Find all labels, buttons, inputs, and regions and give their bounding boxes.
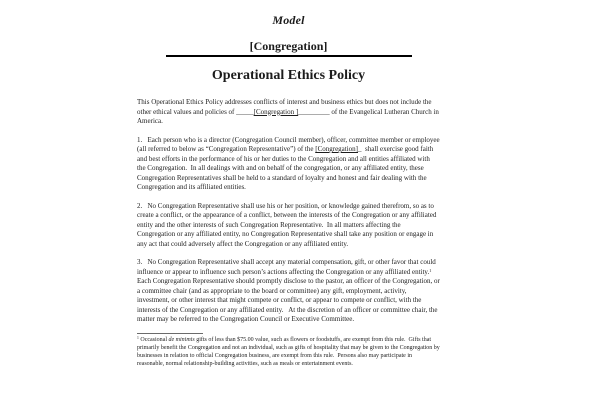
text-segment: 1. Each person who is a director (Congregation Council member), officer, committee member or employee (all referred to below as “Congregation Representative”) of the xyxy=(137,135,442,153)
footnote-separator xyxy=(137,333,203,334)
text-segment: 1 xyxy=(429,267,432,273)
policy-item-3 xyxy=(137,258,440,325)
text-segment: de minimis xyxy=(168,336,195,343)
text-segment: Each Congregation Representative should promptly disclose to the pastor, an officer of the Congregation, or a committee chair (and as appropriate to the board or committee) any gift, employment, activity, investment, or other interest that might compete or conflict, or appear to compete or conflict, with the interests of the Congregation or any affiliated entity. At the discretion of an officer or committee chair, the matter may be referred to the Congregation Council or Executive Committee. xyxy=(137,267,442,323)
text-segment: of the Evangelical Lutheran Church in America. xyxy=(137,107,441,125)
text-segment: 1 xyxy=(137,335,139,340)
text-segment: Occasional xyxy=(138,336,169,343)
text-segment: _________ xyxy=(298,107,330,116)
congregation-heading-row xyxy=(137,37,440,57)
text-segment: [Congregation ] xyxy=(253,107,299,116)
text-segment: 3. No Congregation Representative shall accept any material compensation, gift, or other favor that could influence or appear to influence such person’s actions affecting the Congregation or any affiliated entity. xyxy=(137,258,438,276)
footnote-text xyxy=(137,336,440,369)
document-content xyxy=(137,0,440,374)
text-segment: _ shall exercise good faith and best efforts in the performance of his or her duties to the Congregation and all entities affiliated with the Congregation. In all dealings with and on behalf of the congregation, or any affiliated entity, these Congregation Representatives shall be held to a standard of loyalty and honest and fair dealing with the Congregation and its affiliated entities. xyxy=(137,145,435,191)
policy-item-2 xyxy=(137,202,440,250)
intro-paragraph xyxy=(137,98,440,127)
document-title: Operational Ethics Policy xyxy=(211,68,366,83)
text-segment: This Operational Ethics Policy addresses conflicts of interest and business ethics but does not include the other ethical values and policies of xyxy=(137,98,434,116)
text-segment: [Congregation] xyxy=(315,145,358,153)
text-segment: gifts of less than $75.00 value, such as flowers or foodstuffs, are exempt from this rule. Gifts that primarily benefit the Congregation and not an individual, such as gifts of hospitality that may be given to the Congregation by businesses in relation to official Congregation business, are exempt from this rule. Persons also may participate in reasonable, normal relationship-building activities, such as meals or entertainment events. xyxy=(137,336,442,368)
document-model-heading: Model xyxy=(272,13,305,27)
congregation-heading-underlined: [Congregation] xyxy=(166,39,412,57)
text-segment: _____ xyxy=(236,107,254,116)
policy-item-1 xyxy=(137,136,440,193)
text-segment: 2. No Congregation Representative shall use his or her position, or knowledge gained therefrom, so as to create a conflict, or the appearance of a conflict, between the interests of the Congregation or any affiliated entity and the other interests of such Congregation Representative. In all matters affecting the Congregation or any affiliated entity, no Congregation Representative shall take any position or engage in any act that could adversely affect the Congregation or any affiliated entity. xyxy=(137,201,439,248)
